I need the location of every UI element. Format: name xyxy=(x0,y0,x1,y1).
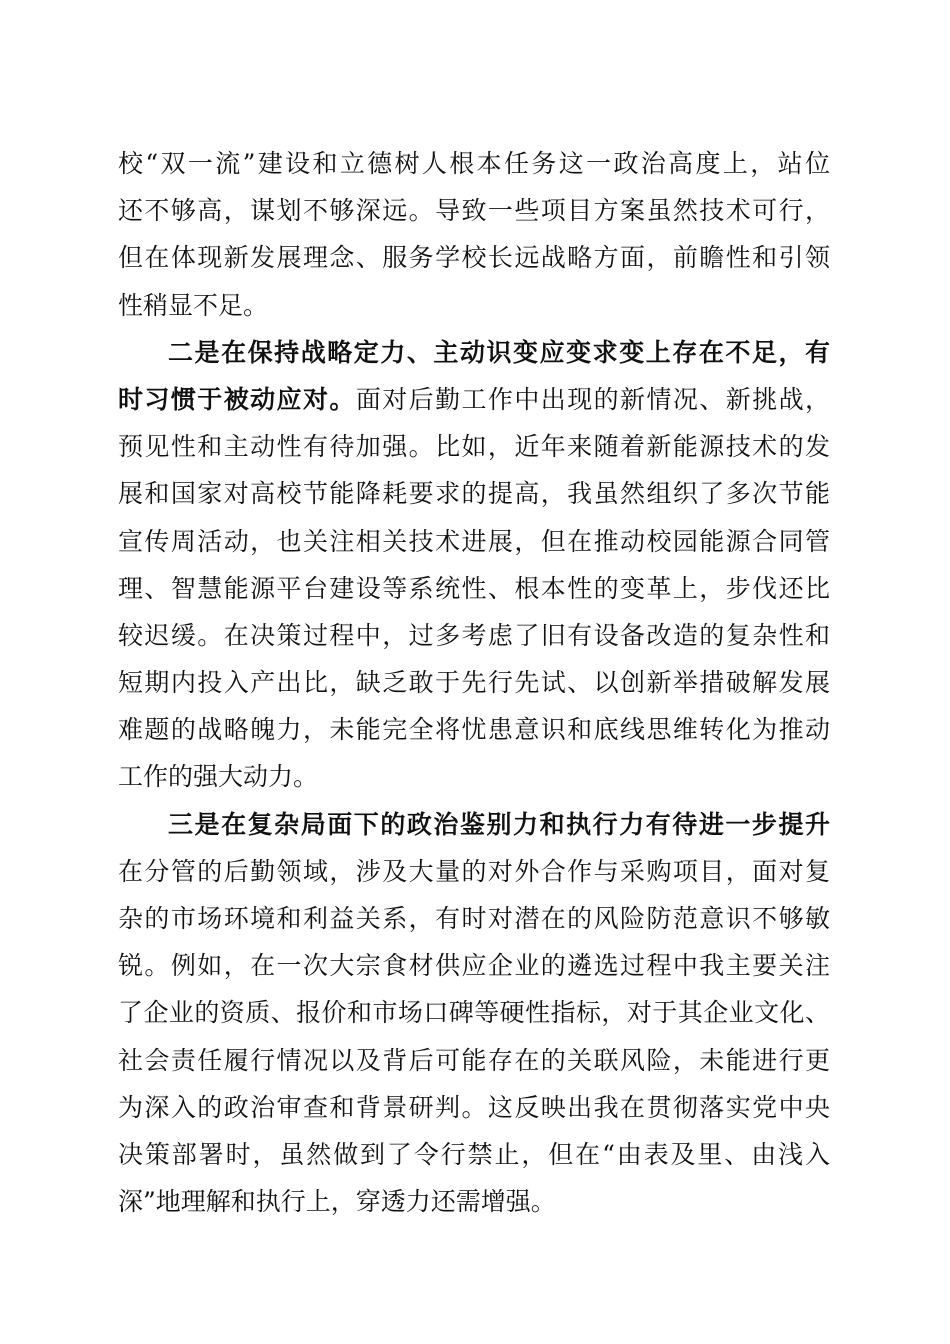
paragraph-line: 理、智慧能源平台建设等系统性、根本性的变革上，步伐还比 xyxy=(118,573,830,603)
paragraph-heading-line: 二是在保持战略定力、主动识变应变求变上存在不足，有 xyxy=(168,337,830,367)
paragraph-line: 校“双一流”建设和立德树人根本任务这一政治高度上，站位 xyxy=(118,149,830,178)
paragraph-line: 社会责任履行情况以及背后可能存在的关联风险，未能进行更 xyxy=(118,1045,830,1075)
paragraph-line: 了企业的资质、报价和市场口碑等硬性指标，对于其企业文化、 xyxy=(118,998,830,1028)
document-body xyxy=(118,140,830,1225)
paragraph-heading-tail: 时习惯于被动应对。 xyxy=(118,384,356,414)
paragraph-line: 为深入的政治审查和背景研判。这反映出我在贯彻落实党中央 xyxy=(118,1092,830,1122)
paragraph-line: 在分管的后勤领域，涉及大量的对外合作与采购项目，面对复 xyxy=(118,856,830,886)
paragraph-3 xyxy=(118,801,830,1226)
paragraph-line: 工作的强大动力。 xyxy=(118,762,319,792)
paragraph-line: 但在体现新发展理念、服务学校长远战略方面，前瞻性和引领 xyxy=(118,243,830,273)
paragraph-line: 杂的市场环境和利益关系，有时对潜在的风险防范意识不够敏 xyxy=(118,904,830,933)
paragraph-line: 难题的战略魄力，未能完全将忧患意识和底线思维转化为推动 xyxy=(118,715,830,745)
paragraph-line: 性稍显不足。 xyxy=(118,290,269,320)
paragraph-line: 宣传周活动，也关注相关技术进展，但在推动校园能源合同管 xyxy=(118,526,830,556)
paragraph-line: 短期内投入产出比，缺乏敢于先行先试、以创新举措破解发展 xyxy=(118,668,830,698)
paragraph-line: 预见性和主动性有待加强。比如，近年来随着新能源技术的发 xyxy=(118,432,830,462)
paragraph-line: 决策部署时，虽然做到了令行禁止，但在“由表及里、由浅入 xyxy=(118,1139,830,1169)
paragraph-text: 面对后勤工作中出现的新情况、新挑战， xyxy=(355,384,830,414)
paragraph-line: 较迟缓。在决策过程中，过多考虑了旧有设备改造的复杂性和 xyxy=(118,620,830,650)
paragraph-line: 锐。例如，在一次大宗食材供应企业的遴选过程中我主要关注 xyxy=(118,951,830,981)
paragraph-line xyxy=(118,376,830,423)
paragraph-line: 深”地理解和执行上，穿透力还需增强。 xyxy=(118,1187,556,1217)
paragraph-line: 还不够高，谋划不够深远。导致一些项目方案虽然技术可行， xyxy=(118,196,830,226)
paragraph-2 xyxy=(118,329,830,801)
paragraph-1 xyxy=(118,140,830,329)
paragraph-line: 展和国家对高校节能降耗要求的提高，我虽然组织了多次节能 xyxy=(118,479,830,509)
paragraph-heading-line: 三是在复杂局面下的政治鉴别力和执行力有待进一步提升 xyxy=(168,809,830,839)
